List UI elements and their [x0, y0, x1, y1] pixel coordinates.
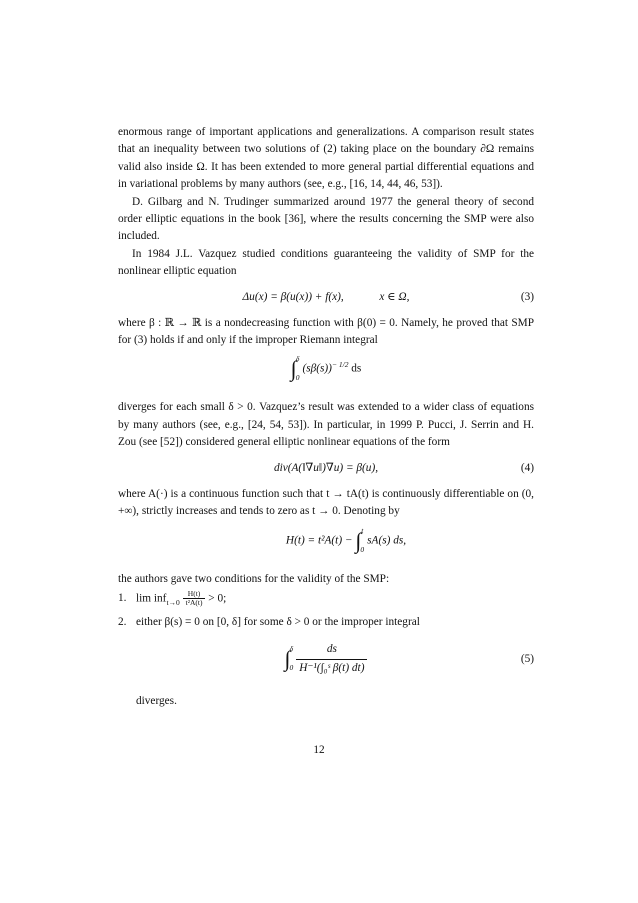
equation-5 [118, 637, 534, 689]
paragraph-gilbarg-trudinger: D. Gilbarg and N. Trudinger summarized around 1977 the general theory of second order elliptic equations in the book [36], where the results concerning the SMP were also included. [118, 195, 534, 243]
riemann-integral [118, 353, 534, 395]
equation-5-number: (5) [520, 653, 534, 666]
integral-sign: ∫ [290, 356, 297, 382]
h-integral-sign: ∫ [355, 527, 362, 553]
integral-body: (sβ(s)) [302, 363, 332, 376]
condition-1-marker: 1. [118, 591, 127, 604]
equation-3-domain: x ∈ Ω, [379, 290, 410, 303]
eq5-integral-sign: ∫ [284, 646, 291, 672]
condition-1-fraction: $\frac{H(t)}{\text{t²A(t)}}$ [183, 590, 206, 608]
condition-2-marker: 2. [118, 615, 127, 628]
integral-limits: δ 0 [295, 354, 300, 383]
condition-1-sub: t→0 [166, 597, 180, 607]
paragraph-vazquez-result: where β : ℝ → ℝ is a nondecreasing function with β(0) = 0. Namely, he proved that SMP for (3) holds if and only if the improper Riemann integral [118, 316, 534, 347]
condition-1-post: > 0; [208, 592, 227, 605]
eq5-fraction: $\frac{ds}{\text{H⁻¹(∫₀ˢ β(t) dt)}}$ [296, 641, 367, 677]
h-lhs: H(t) = t²A(t) − [285, 534, 353, 547]
paragraph-diverges: diverges. [136, 695, 177, 708]
conditions-list [118, 590, 534, 631]
paragraph-conditions-intro: the authors gave two conditions for the validity of the SMP: [118, 572, 390, 585]
h-integral-body: sA(s) ds, [367, 534, 407, 547]
condition-1-liminf: lim inf [136, 592, 167, 605]
equation-4-body: div(A(‖∇u‖)∇u) = β(u), [273, 461, 379, 474]
paper-page [118, 124, 534, 711]
paragraph-assumptions: where A(·) is a continuous function such that t → tA(t) is continuously differentiable on (0, +∞), strictly increases and tends to zero as t → 0. Denoting by [118, 487, 534, 518]
paragraph-vazquez-intro: In 1984 J.L. Vazquez studied conditions guaranteeing the validity of SMP for the nonlinear elliptic equation [118, 247, 534, 278]
equation-h-definition [118, 525, 534, 567]
paragraph-extensions: diverges for each small δ > 0. Vazquez’s result was extended to a wider class of equations by many authors (see, e.g., [24, 54, 53]). In particular, in 1999 P. Pucci, J. Serrin and H. Zou (see [52]) considered general elliptic nonlinear equations of the form [118, 401, 534, 449]
condition-1 [118, 590, 534, 608]
equation-3-number: (3) [520, 290, 534, 303]
equation-4-number: (4) [520, 461, 534, 474]
integral-exponent: − 1/2 [331, 360, 349, 370]
equation-4 [118, 456, 534, 482]
eq5-integral-limits: δ 0 [289, 644, 294, 673]
integral-differential: ds [351, 363, 362, 376]
condition-2 [118, 614, 534, 631]
condition-2-text: either β(s) = 0 on [0, δ] for some δ > 0 or the improper integral [136, 615, 420, 628]
paragraph-comparison-result: enormous range of important applications and generalizations. A comparison result states that an inequality between two solutions of (2) taking place on the boundary ∂Ω remains valid also inside Ω. It has been extended to more general partial differential equations and in variational problems by many authors (see, e.g., [16, 14, 44, 46, 53]). [118, 126, 534, 191]
equation-3 [118, 285, 534, 311]
h-integral-limits: t 0 [360, 525, 365, 554]
page-number: 12 [313, 744, 325, 756]
equation-3-lhs: Δu(x) = β(u(x)) + f(x), [242, 290, 344, 303]
